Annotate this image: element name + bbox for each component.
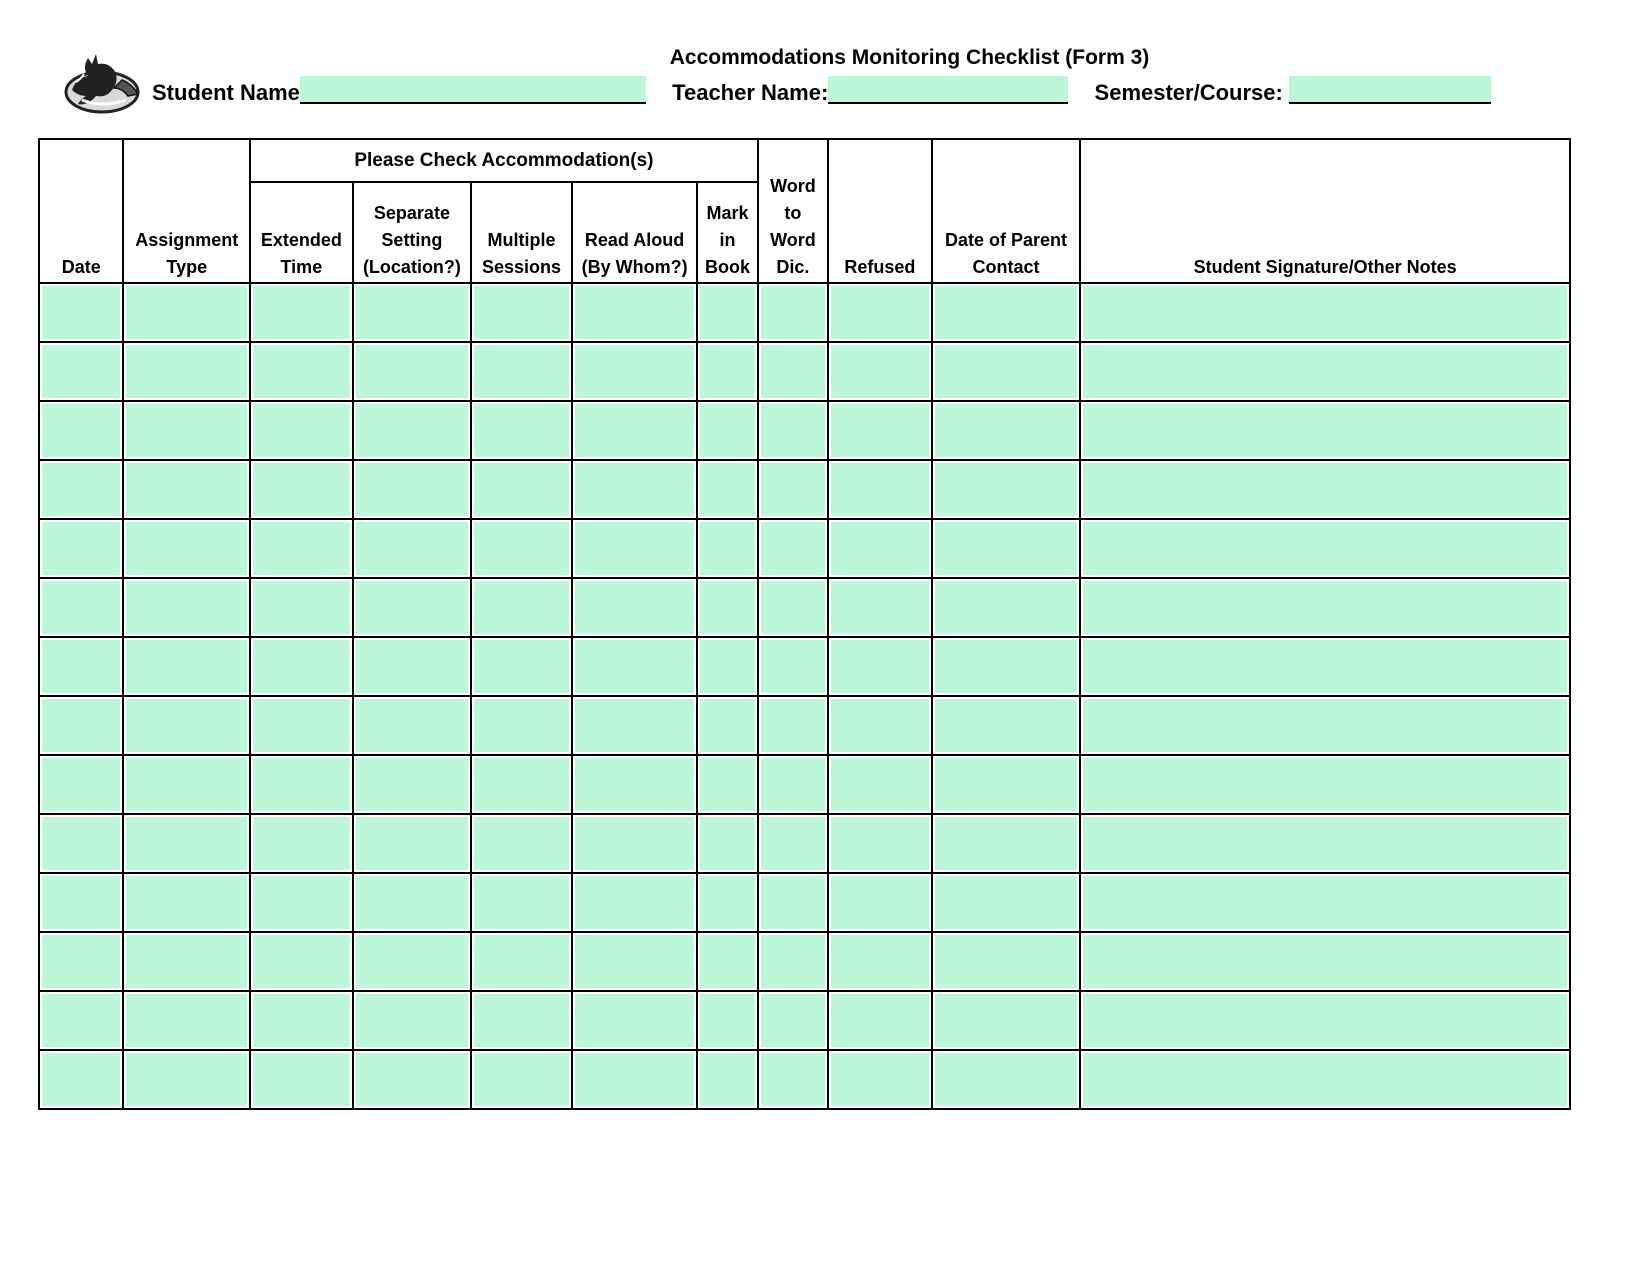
col-refused: Refused (828, 139, 932, 283)
cell-date-parent-contact[interactable] (932, 1050, 1081, 1109)
col-mark-in-book: Mark in Book (697, 182, 757, 283)
cell-read-aloud[interactable] (572, 1050, 698, 1109)
col-date-parent-contact: Date of Parent Contact (932, 139, 1081, 283)
cell-date-parent-contact[interactable] (932, 873, 1081, 932)
table-row (39, 755, 1570, 814)
cell-date[interactable] (39, 578, 123, 637)
cell-signature-notes[interactable] (1080, 696, 1570, 755)
cell-extended-time[interactable] (250, 755, 353, 814)
table-row (39, 342, 1570, 401)
cell-word-to-word-dic[interactable] (758, 696, 828, 755)
cell-date[interactable] (39, 755, 123, 814)
col-extended-time: Extended Time (250, 182, 353, 283)
cell-separate-setting[interactable] (353, 814, 472, 873)
cell-refused[interactable] (828, 696, 932, 755)
cell-date[interactable] (39, 814, 123, 873)
cell-read-aloud[interactable] (572, 814, 698, 873)
cell-refused[interactable] (828, 578, 932, 637)
cell-extended-time[interactable] (250, 991, 353, 1050)
cell-assignment-type[interactable] (123, 1050, 250, 1109)
cell-separate-setting[interactable] (353, 696, 472, 755)
cell-refused[interactable] (828, 283, 932, 342)
cell-multiple-sessions[interactable] (471, 873, 572, 932)
cell-read-aloud[interactable] (572, 283, 698, 342)
table-row (39, 460, 1570, 519)
cell-extended-time[interactable] (250, 519, 353, 578)
col-date: Date (39, 139, 123, 283)
cell-date[interactable] (39, 460, 123, 519)
table-row (39, 696, 1570, 755)
cell-date[interactable] (39, 342, 123, 401)
cell-signature-notes[interactable] (1080, 578, 1570, 637)
cell-date-parent-contact[interactable] (932, 578, 1081, 637)
table-row (39, 401, 1570, 460)
cell-mark-in-book[interactable] (697, 932, 757, 991)
cell-mark-in-book[interactable] (697, 460, 757, 519)
cell-refused[interactable] (828, 814, 932, 873)
table-row (39, 1050, 1570, 1109)
cell-date-parent-contact[interactable] (932, 460, 1081, 519)
cell-separate-setting[interactable] (353, 637, 472, 696)
cell-assignment-type[interactable] (123, 637, 250, 696)
cell-read-aloud[interactable] (572, 873, 698, 932)
cell-refused[interactable] (828, 401, 932, 460)
cell-date[interactable] (39, 991, 123, 1050)
cell-mark-in-book[interactable] (697, 342, 757, 401)
cell-multiple-sessions[interactable] (471, 991, 572, 1050)
cell-refused[interactable] (828, 755, 932, 814)
cell-date[interactable] (39, 1050, 123, 1109)
cell-word-to-word-dic[interactable] (758, 755, 828, 814)
cell-read-aloud[interactable] (572, 932, 698, 991)
cell-signature-notes[interactable] (1080, 873, 1570, 932)
cell-word-to-word-dic[interactable] (758, 1050, 828, 1109)
cell-separate-setting[interactable] (353, 401, 472, 460)
col-read-aloud: Read Aloud (By Whom?) (572, 182, 698, 283)
cell-multiple-sessions[interactable] (471, 755, 572, 814)
cell-separate-setting[interactable] (353, 755, 472, 814)
cell-date-parent-contact[interactable] (932, 401, 1081, 460)
cell-word-to-word-dic[interactable] (758, 932, 828, 991)
cell-multiple-sessions[interactable] (471, 519, 572, 578)
cell-separate-setting[interactable] (353, 1050, 472, 1109)
cell-assignment-type[interactable] (123, 991, 250, 1050)
table-row (39, 637, 1570, 696)
table-row (39, 814, 1570, 873)
cell-date-parent-contact[interactable] (932, 991, 1081, 1050)
cell-word-to-word-dic[interactable] (758, 401, 828, 460)
cell-extended-time[interactable] (250, 1050, 353, 1109)
cell-read-aloud[interactable] (572, 755, 698, 814)
teacher-name-field[interactable] (828, 76, 1068, 104)
cell-assignment-type[interactable] (123, 755, 250, 814)
cell-extended-time[interactable] (250, 932, 353, 991)
cell-word-to-word-dic[interactable] (758, 991, 828, 1050)
cell-read-aloud[interactable] (572, 991, 698, 1050)
cell-assignment-type[interactable] (123, 873, 250, 932)
col-signature-notes: Student Signature/Other Notes (1080, 139, 1570, 283)
cell-multiple-sessions[interactable] (471, 696, 572, 755)
cell-date-parent-contact[interactable] (932, 637, 1081, 696)
cell-mark-in-book[interactable] (697, 578, 757, 637)
cell-date-parent-contact[interactable] (932, 519, 1081, 578)
cell-extended-time[interactable] (250, 578, 353, 637)
cell-multiple-sessions[interactable] (471, 578, 572, 637)
cell-date-parent-contact[interactable] (932, 814, 1081, 873)
group-header-accommodations: Please Check Accommodation(s) (250, 139, 758, 182)
cell-word-to-word-dic[interactable] (758, 814, 828, 873)
cell-date-parent-contact[interactable] (932, 283, 1081, 342)
cell-word-to-word-dic[interactable] (758, 519, 828, 578)
cell-assignment-type[interactable] (123, 696, 250, 755)
cell-read-aloud[interactable] (572, 637, 698, 696)
cell-read-aloud[interactable] (572, 460, 698, 519)
cell-date[interactable] (39, 637, 123, 696)
cell-signature-notes[interactable] (1080, 637, 1570, 696)
cell-multiple-sessions[interactable] (471, 401, 572, 460)
cell-word-to-word-dic[interactable] (758, 578, 828, 637)
cell-refused[interactable] (828, 1050, 932, 1109)
cell-mark-in-book[interactable] (697, 1050, 757, 1109)
cell-mark-in-book[interactable] (697, 637, 757, 696)
cell-date[interactable] (39, 283, 123, 342)
cell-multiple-sessions[interactable] (471, 283, 572, 342)
col-assignment-type: Assignment Type (123, 139, 250, 283)
accommodations-table (38, 138, 1571, 1110)
col-multiple-sessions: Multiple Sessions (471, 182, 572, 283)
semester-course-label: Semester/Course: (1094, 80, 1283, 105)
table-row (39, 873, 1570, 932)
cell-date-parent-contact[interactable] (932, 932, 1081, 991)
cell-date[interactable] (39, 932, 123, 991)
cell-extended-time[interactable] (250, 696, 353, 755)
table-row (39, 578, 1570, 637)
cell-separate-setting[interactable] (353, 991, 472, 1050)
cell-word-to-word-dic[interactable] (758, 637, 828, 696)
cell-assignment-type[interactable] (123, 519, 250, 578)
cell-mark-in-book[interactable] (697, 755, 757, 814)
cell-assignment-type[interactable] (123, 283, 250, 342)
student-name-field[interactable] (300, 76, 646, 104)
teacher-name-label: Teacher Name: (672, 80, 829, 105)
cell-word-to-word-dic[interactable] (758, 283, 828, 342)
cell-date[interactable] (39, 696, 123, 755)
semester-course-field[interactable] (1289, 76, 1491, 104)
cell-extended-time[interactable] (250, 401, 353, 460)
cell-mark-in-book[interactable] (697, 519, 757, 578)
col-separate-setting: Separate Setting (Location?) (353, 182, 472, 283)
mustang-horse-logo (62, 50, 144, 116)
cell-separate-setting[interactable] (353, 342, 472, 401)
cell-refused[interactable] (828, 460, 932, 519)
cell-word-to-word-dic[interactable] (758, 460, 828, 519)
cell-signature-notes[interactable] (1080, 1050, 1570, 1109)
cell-date[interactable] (39, 401, 123, 460)
cell-multiple-sessions[interactable] (471, 460, 572, 519)
cell-signature-notes[interactable] (1080, 342, 1570, 401)
cell-refused[interactable] (828, 637, 932, 696)
cell-assignment-type[interactable] (123, 401, 250, 460)
table-row (39, 932, 1570, 991)
cell-extended-time[interactable] (250, 814, 353, 873)
cell-signature-notes[interactable] (1080, 814, 1570, 873)
cell-read-aloud[interactable] (572, 519, 698, 578)
cell-mark-in-book[interactable] (697, 814, 757, 873)
cell-separate-setting[interactable] (353, 283, 472, 342)
table-row (39, 283, 1570, 342)
student-name-label: Student Name (152, 80, 300, 105)
cell-refused[interactable] (828, 932, 932, 991)
col-word-to-word-dic: Word to Word Dic. (758, 139, 828, 283)
cell-separate-setting[interactable] (353, 519, 472, 578)
cell-mark-in-book[interactable] (697, 696, 757, 755)
cell-assignment-type[interactable] (123, 932, 250, 991)
cell-refused[interactable] (828, 342, 932, 401)
cell-multiple-sessions[interactable] (471, 814, 572, 873)
cell-signature-notes[interactable] (1080, 401, 1570, 460)
cell-signature-notes[interactable] (1080, 991, 1570, 1050)
cell-read-aloud[interactable] (572, 401, 698, 460)
cell-separate-setting[interactable] (353, 932, 472, 991)
table-row (39, 991, 1570, 1050)
cell-refused[interactable] (828, 873, 932, 932)
cell-extended-time[interactable] (250, 873, 353, 932)
cell-date-parent-contact[interactable] (932, 755, 1081, 814)
cell-word-to-word-dic[interactable] (758, 873, 828, 932)
header-fields (152, 76, 1491, 106)
cell-read-aloud[interactable] (572, 342, 698, 401)
cell-multiple-sessions[interactable] (471, 1050, 572, 1109)
cell-multiple-sessions[interactable] (471, 637, 572, 696)
cell-separate-setting[interactable] (353, 460, 472, 519)
cell-assignment-type[interactable] (123, 460, 250, 519)
cell-read-aloud[interactable] (572, 696, 698, 755)
cell-mark-in-book[interactable] (697, 283, 757, 342)
table-row (39, 519, 1570, 578)
cell-assignment-type[interactable] (123, 342, 250, 401)
cell-date[interactable] (39, 873, 123, 932)
cell-multiple-sessions[interactable] (471, 342, 572, 401)
cell-assignment-type[interactable] (123, 814, 250, 873)
cell-read-aloud[interactable] (572, 578, 698, 637)
cell-assignment-type[interactable] (123, 578, 250, 637)
cell-refused[interactable] (828, 991, 932, 1050)
cell-extended-time[interactable] (250, 342, 353, 401)
cell-extended-time[interactable] (250, 460, 353, 519)
cell-date[interactable] (39, 519, 123, 578)
cell-signature-notes[interactable] (1080, 283, 1570, 342)
cell-mark-in-book[interactable] (697, 401, 757, 460)
cell-date-parent-contact[interactable] (932, 342, 1081, 401)
page-title: Accommodations Monitoring Checklist (Form 3) (669, 46, 1150, 69)
cell-mark-in-book[interactable] (697, 991, 757, 1050)
cell-signature-notes[interactable] (1080, 460, 1570, 519)
cell-date-parent-contact[interactable] (932, 696, 1081, 755)
cell-mark-in-book[interactable] (697, 873, 757, 932)
cell-multiple-sessions[interactable] (471, 932, 572, 991)
cell-separate-setting[interactable] (353, 578, 472, 637)
cell-extended-time[interactable] (250, 637, 353, 696)
cell-word-to-word-dic[interactable] (758, 342, 828, 401)
cell-signature-notes[interactable] (1080, 519, 1570, 578)
cell-signature-notes[interactable] (1080, 932, 1570, 991)
cell-signature-notes[interactable] (1080, 755, 1570, 814)
cell-extended-time[interactable] (250, 283, 353, 342)
table-body (39, 283, 1570, 1109)
cell-refused[interactable] (828, 519, 932, 578)
cell-separate-setting[interactable] (353, 873, 472, 932)
